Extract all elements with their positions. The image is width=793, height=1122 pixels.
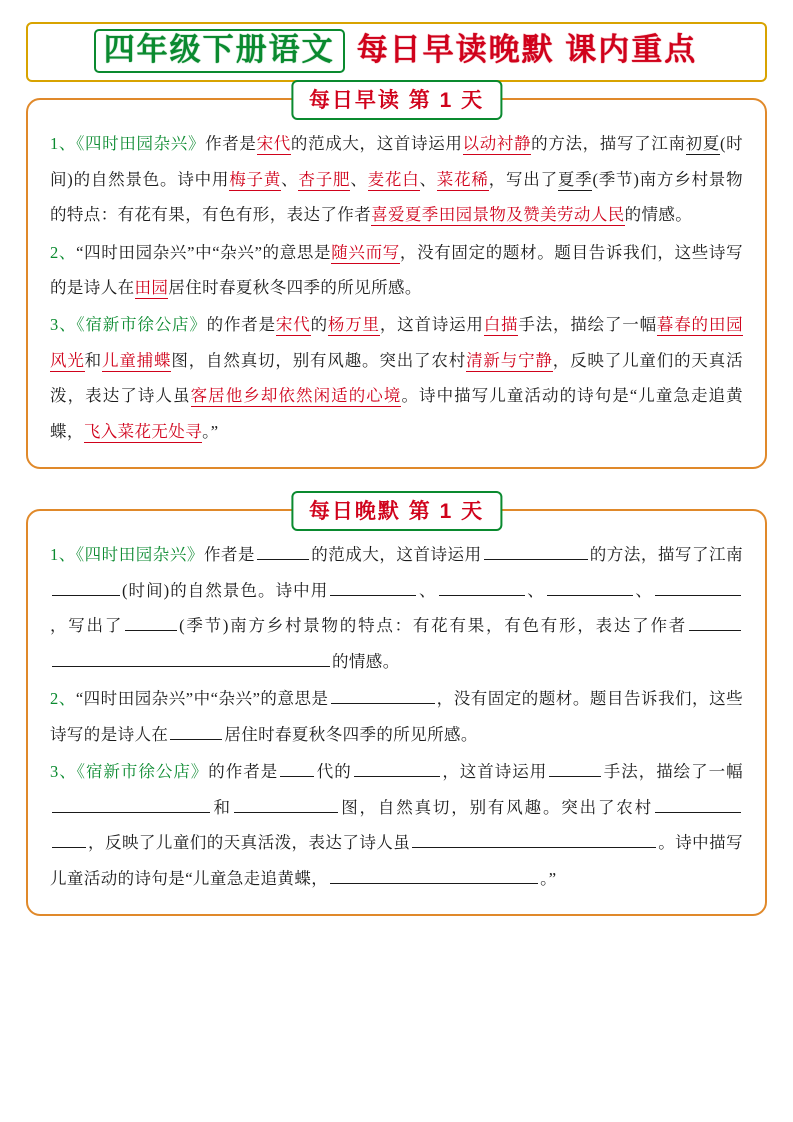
body-text: 、 <box>281 169 299 189</box>
answer-underline: 夏季 <box>557 169 593 189</box>
section-card <box>26 500 767 916</box>
answer-highlight: 随兴而写 <box>331 242 400 262</box>
body-text: 居住时春夏秋冬四季的所见所感。 <box>168 277 422 297</box>
answer-highlight: 以动衬静 <box>462 134 532 154</box>
answer-highlight: 白描 <box>483 315 519 335</box>
body-text: (时间)的自然景色。诗中用 <box>122 580 329 600</box>
answer-highlight: 暮春的田园风光 <box>50 315 744 370</box>
question-paragraph <box>50 307 743 449</box>
body-text: ，反映了儿童们的天真活泼，表达了诗人虽 <box>88 833 411 853</box>
answer-blank[interactable] <box>170 720 222 740</box>
body-text: 作者是 <box>205 134 257 154</box>
question-paragraph <box>50 754 743 896</box>
body-text: 、 <box>634 580 653 600</box>
section-heading-text: 每日晚默 第 1 天 <box>308 500 485 524</box>
answer-blank[interactable] <box>52 828 86 848</box>
answer-highlight: 客居他乡却依然闲适的心境 <box>190 386 402 406</box>
body-text: (季节)南方乡村景物的特点：有花有果，有色有形，表达了作者 <box>179 616 687 636</box>
answer-blank[interactable] <box>52 793 210 813</box>
answer-blank[interactable] <box>331 684 435 704</box>
body-text: 的作者是 <box>208 762 279 782</box>
body-text: ，这首诗运用 <box>379 315 484 335</box>
body-text: 的作者是 <box>206 315 276 335</box>
body-text: 的范成大，这首诗运用 <box>311 545 482 565</box>
body-text: 、 <box>418 580 437 600</box>
answer-blank[interactable] <box>52 576 120 596</box>
answer-highlight: 梅子黄 <box>229 169 282 189</box>
answer-blank[interactable] <box>655 576 741 596</box>
body-text: 的方法，描写了江南 <box>589 545 743 565</box>
answer-blank[interactable] <box>439 576 525 596</box>
page-title-grade: 四年级下册语文 <box>94 29 345 73</box>
answer-highlight: 宋代 <box>275 315 311 335</box>
body-text: “四时田园杂兴”中“杂兴”的意思是 <box>75 689 329 709</box>
answer-blank[interactable] <box>354 757 440 777</box>
body-text: 和 <box>212 797 232 817</box>
body-text: ，这首诗运用 <box>441 762 548 782</box>
question-number: 2、 <box>50 242 77 262</box>
question-paragraph <box>50 235 743 306</box>
answer-highlight: 田园 <box>134 277 169 297</box>
body-text: 居住时春夏秋冬四季的所见所感。 <box>224 724 478 744</box>
question-number: 3、 <box>50 315 77 335</box>
body-text: 。诗中描写儿童活动的诗句是“儿童急走追黄蝶， <box>50 386 744 441</box>
body-text: 、 <box>419 169 437 189</box>
answer-underline: 初夏 <box>685 134 720 154</box>
answer-highlight: 杏子肥 <box>298 169 351 189</box>
answer-highlight: 清新与宁静 <box>466 350 553 370</box>
poem-title: 《四时田园杂兴》 <box>75 545 204 565</box>
body-text: 图，自然真切，别有风趣。突出了农村 <box>339 797 653 817</box>
page-title-banner <box>26 22 767 82</box>
answer-highlight: 菜花稀 <box>436 169 489 189</box>
answer-blank[interactable] <box>330 576 416 596</box>
answer-blank[interactable] <box>125 611 177 631</box>
body-text: 的 <box>310 315 328 335</box>
question-paragraph <box>50 126 743 232</box>
answer-highlight: 宋代 <box>256 134 291 154</box>
body-text: 的方法，描写了江南 <box>531 134 686 154</box>
answer-blank[interactable] <box>484 540 588 560</box>
answer-highlight: 杨万里 <box>327 315 380 335</box>
answer-highlight: 飞入菜花无处寻 <box>83 421 203 441</box>
sections-container <box>24 89 769 916</box>
answer-blank[interactable] <box>234 793 338 813</box>
question-number: 1、 <box>50 545 76 565</box>
section-heading-badge <box>291 80 502 120</box>
body-text: 手法，描绘了一幅 <box>518 315 657 335</box>
section-heading-badge <box>291 491 502 531</box>
body-text: ，反映了儿童们的天真活泼，表达了诗人虽 <box>50 350 743 406</box>
answer-blank[interactable] <box>655 793 741 813</box>
body-text: 代的 <box>316 762 352 782</box>
question-number: 2、 <box>50 689 76 709</box>
answer-blank[interactable] <box>689 611 741 631</box>
answer-blank[interactable] <box>412 828 656 848</box>
question-number: 3、 <box>50 762 77 782</box>
body-text: (时间)的自然景色。诗中用 <box>50 134 743 189</box>
body-text: 、 <box>350 169 368 189</box>
body-text: ，写出了 <box>488 169 558 189</box>
body-text: ，没有固定的题材。题目告诉我们，这些诗写的是诗人在 <box>50 689 743 744</box>
answer-blank[interactable] <box>330 864 538 884</box>
body-text: ，写出了 <box>50 616 124 636</box>
body-text: 的情感。 <box>332 651 400 671</box>
body-text: (季节)南方乡村景物的特点：有花有果，有色有形，表达了作者 <box>50 169 744 225</box>
answer-highlight: 喜爱夏季田园景物及赞美劳动人民 <box>371 205 625 225</box>
poem-title: 《宿新市徐公店》 <box>76 315 207 335</box>
poem-title: 《四时田园杂兴》 <box>76 134 206 154</box>
answer-highlight: 儿童捕蝶 <box>102 350 172 370</box>
body-text: 的情感。 <box>624 205 693 225</box>
section-card <box>26 89 767 469</box>
body-text: 。” <box>202 421 219 441</box>
body-text: 的范成大，这首诗运用 <box>290 134 463 154</box>
body-text: 作者是 <box>203 545 256 565</box>
body-text: 。诗中描写儿童活动的诗句是“儿童急走追黄蝶， <box>50 833 743 888</box>
answer-highlight: 麦花白 <box>367 169 420 189</box>
body-text: 图，自然真切，别有风趣。突出了农村 <box>171 350 467 370</box>
answer-blank[interactable] <box>257 540 309 560</box>
answer-blank[interactable] <box>52 647 330 667</box>
body-text: 、 <box>526 580 545 600</box>
page-title-topic: 每日早读晚默 课内重点 <box>356 32 698 67</box>
body-text: “四时田园杂兴”中“杂兴”的意思是 <box>76 242 332 262</box>
section-heading-text: 每日早读 第 1 天 <box>308 89 485 113</box>
answer-blank[interactable] <box>280 757 314 777</box>
answer-blank[interactable] <box>549 757 601 777</box>
question-paragraph <box>50 681 743 752</box>
body-text: 和 <box>84 350 103 370</box>
body-text: ，没有固定的题材。题目告诉我们，这些诗写的是诗人在 <box>50 242 743 297</box>
answer-blank[interactable] <box>547 576 633 596</box>
question-number: 1、 <box>50 134 77 154</box>
poem-title: 《宿新市徐公店》 <box>76 762 209 782</box>
question-paragraph <box>50 537 743 679</box>
body-text: 。” <box>540 868 557 888</box>
body-text: 手法，描绘了一幅 <box>603 762 744 782</box>
